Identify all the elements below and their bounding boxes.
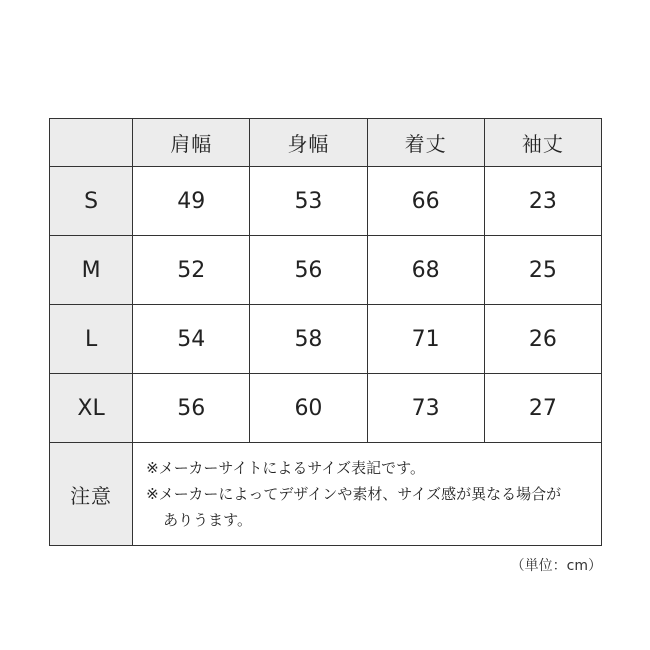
table-cell: 26 — [484, 305, 601, 374]
header-row — [50, 119, 602, 167]
size-label: L — [50, 305, 133, 374]
table-cell: 73 — [367, 374, 484, 443]
table-row — [50, 236, 602, 305]
note-label: 注意 — [50, 443, 133, 546]
header-corner-cell — [50, 119, 133, 167]
header-shoulder-width: 肩幅 — [133, 119, 250, 167]
size-label: XL — [50, 374, 133, 443]
table-cell: 27 — [484, 374, 601, 443]
table-cell: 56 — [133, 374, 250, 443]
size-label: M — [50, 236, 133, 305]
table-row — [50, 305, 602, 374]
note-line: ※メーカーによってデザインや素材、サイズ感が異なる場合が — [146, 485, 562, 503]
table-cell: 56 — [250, 236, 367, 305]
size-label: S — [50, 167, 133, 236]
header-body-width: 身幅 — [250, 119, 367, 167]
table-cell: 52 — [133, 236, 250, 305]
table-cell: 49 — [133, 167, 250, 236]
note-text-cell — [133, 443, 602, 546]
note-line: ※メーカーサイトによるサイズ表記です。 — [146, 459, 425, 477]
table-cell: 54 — [133, 305, 250, 374]
header-sleeve-length: 袖丈 — [484, 119, 601, 167]
unit-label: （単位：cm） — [510, 558, 602, 574]
table-row — [50, 167, 602, 236]
table-cell: 25 — [484, 236, 601, 305]
note-line: ありうます。 — [163, 511, 252, 529]
header-length: 着丈 — [367, 119, 484, 167]
table-cell: 66 — [367, 167, 484, 236]
table-row — [50, 374, 602, 443]
note-row — [50, 443, 602, 546]
table-cell: 23 — [484, 167, 601, 236]
table-cell: 68 — [367, 236, 484, 305]
size-chart-table — [49, 118, 602, 546]
table-cell: 60 — [250, 374, 367, 443]
table-cell: 58 — [250, 305, 367, 374]
table-cell: 71 — [367, 305, 484, 374]
table-cell: 53 — [250, 167, 367, 236]
